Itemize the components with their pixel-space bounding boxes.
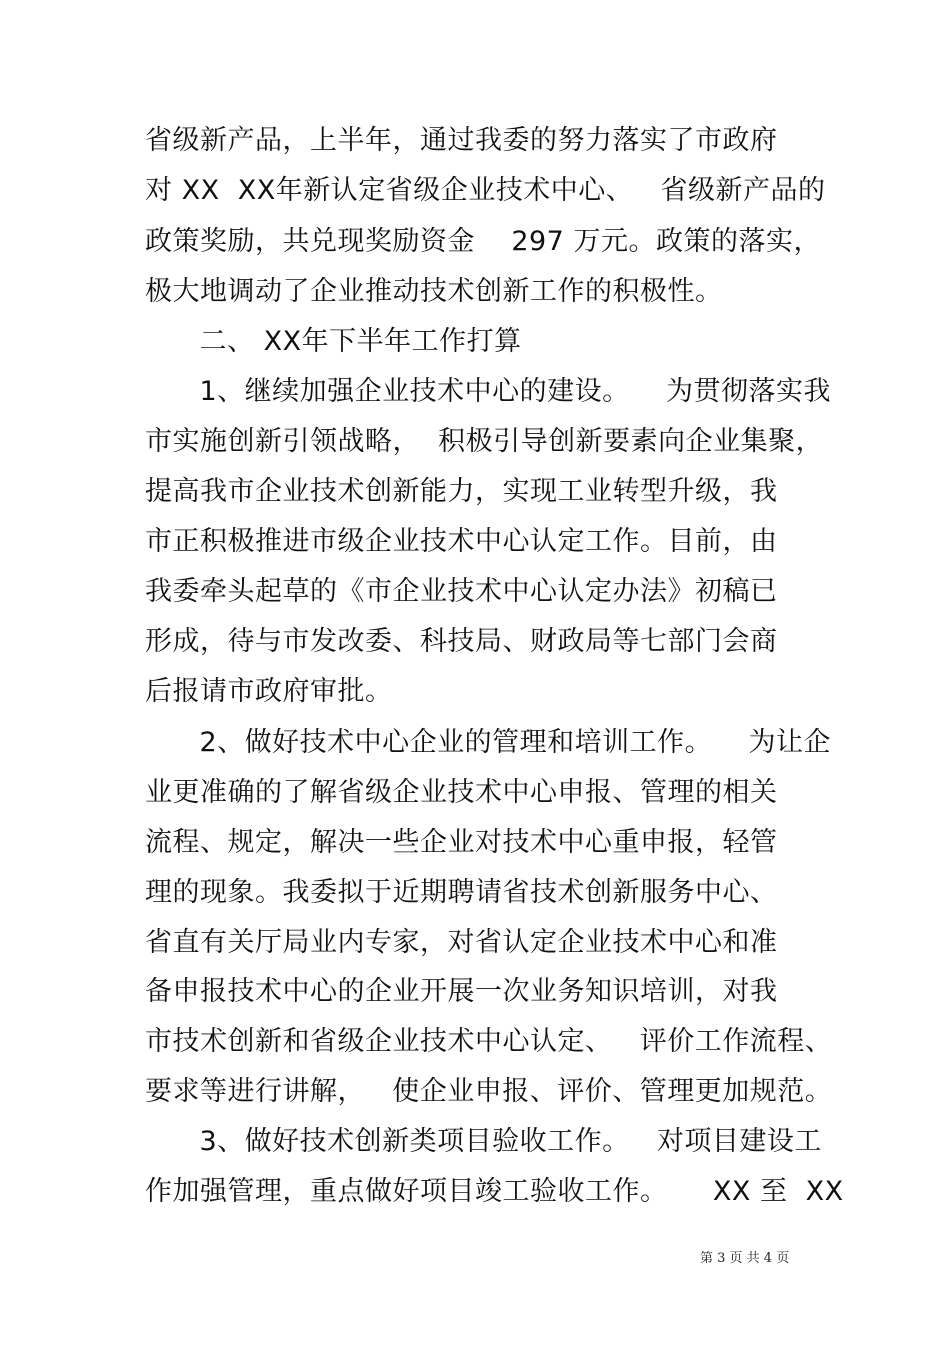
text-line: 要求等进行讲解， 使企业申报、评价、管理更加规范。 — [145, 1076, 833, 1107]
text-line: 市实施创新引领战略， 积极引导创新要素向企业集聚， — [145, 426, 824, 457]
text-line: 作加强管理，重点做好项目竣工验收工作。 XX 至 XX — [145, 1176, 844, 1207]
text-line: 省直有关厅局业内专家，对省认定企业技术中心和准 — [145, 927, 778, 958]
text-line: 3、做好技术创新类项目验收工作。 对项目建设工 — [145, 1126, 822, 1157]
text-line: 市技术创新和省级企业技术中心认定、 评价工作流程、 — [145, 1026, 833, 1057]
text-line: 极大地调动了企业推动技术创新工作的积极性。 — [145, 276, 723, 307]
section-heading: 二、 XX年下半年工作打算 — [145, 326, 522, 357]
text-line: 形成，待与市发改委、科技局、财政局等七部门会商 — [145, 626, 778, 657]
text-line: 业更准确的了解省级企业技术中心申报、管理的相关 — [145, 777, 778, 808]
text-line: 市正积极推进市级企业技术中心认定工作。目前，由 — [145, 526, 778, 557]
text-line: 对 XX XX年新认定省级企业技术中心、 省级新产品的 — [145, 175, 826, 206]
text-line: 我委牵头起草的《市企业技术中心认定办法》初稿已 — [145, 576, 778, 607]
text-line: 2、做好技术中心企业的管理和培训工作。 为让企 — [145, 727, 832, 758]
text-line: 省级新产品，上半年，通过我委的努力落实了市政府 — [145, 125, 778, 156]
text-line: 流程、规定，解决一些企业对技术中心重申报，轻管 — [145, 827, 778, 858]
text-line: 理的现象。我委拟于近期聘请省技术创新服务中心、 — [145, 877, 778, 908]
text-line: 提高我市企业技术创新能力，实现工业转型升级，我 — [145, 476, 778, 507]
text-line: 政策奖励，共兑现奖励资金 297 万元。政策的落实， — [145, 226, 821, 257]
page-number-footer: 第 3 页 共 4 页 — [700, 1251, 790, 1266]
text-line: 后报请市政府审批。 — [145, 676, 393, 707]
text-line: 备申报技术中心的企业开展一次业务知识培训，对我 — [145, 976, 778, 1007]
text-line: 1、继续加强企业技术中心的建设。 为贯彻落实我 — [145, 376, 832, 407]
